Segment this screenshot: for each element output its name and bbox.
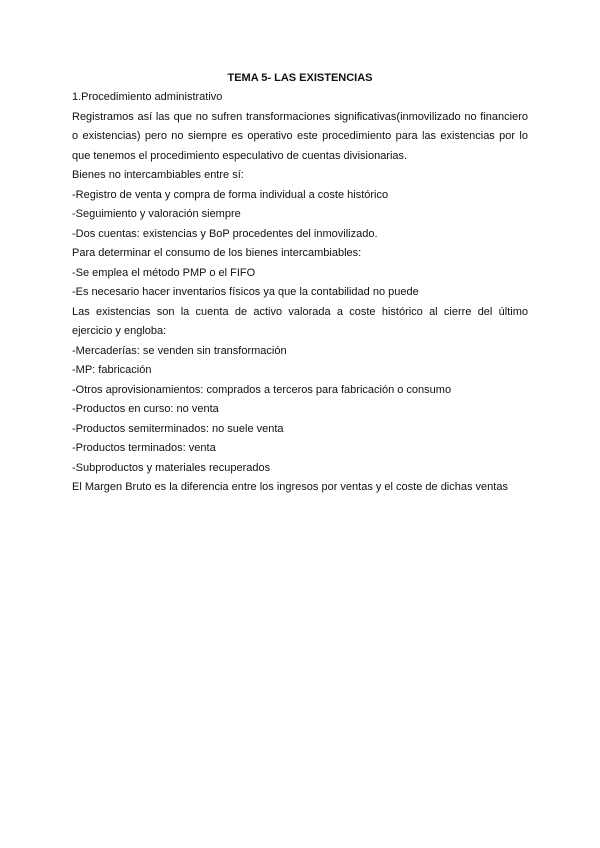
document-body [72, 88, 528, 498]
list-item: -Productos semiterminados: no suele venta [72, 422, 284, 435]
list-item: -Otros aprovisionamientos: comprados a terceros para fabricación o consumo [72, 383, 452, 396]
list-item: -Seguimiento y valoración siempre [72, 208, 241, 220]
paragraph-line: ejercicio y engloba: [72, 325, 167, 337]
section-heading: 1.Procedimiento administrativo [72, 91, 223, 103]
list-item: -Dos cuentas: existencias y BoP procedentes del inmovilizado. [72, 227, 378, 240]
list-item: -Se emplea el método PMP o el FIFO [72, 266, 256, 279]
paragraph-line: o existencias) pero no siempre es operativo este procedimiento para las existencias por lo [72, 130, 528, 142]
paragraph-line: que tenemos el procedimiento especulativo de cuentas divisionarias. [72, 149, 408, 162]
list-item: -Es necesario hacer inventarios físicos ya que la contabilidad no puede [72, 286, 419, 298]
list-item: -Productos en curso: no venta [72, 403, 219, 415]
paragraph-line: Bienes no intercambiables entre sí: [72, 169, 244, 181]
paragraph-line: Registramos así las que no sufren transformaciones significativas(inmovilizado no financiero [72, 110, 528, 123]
paragraph-line: Para determinar el consumo de los bienes intercambiables: [72, 247, 362, 259]
list-item: -Mercaderías: se venden sin transformación [72, 344, 287, 357]
list-item: -Subproductos y materiales recuperados [72, 461, 271, 474]
paragraph-line: El Margen Bruto es la diferencia entre los ingresos por ventas y el coste de dichas ventas [72, 481, 508, 493]
paragraph-line: Las existencias son la cuenta de activo valorada a coste histórico al cierre del último [72, 305, 528, 318]
document-title: TEMA 5- LAS EXISTENCIAS [227, 72, 373, 84]
list-item: -Productos terminados: venta [72, 442, 216, 454]
list-item: -Registro de venta y compra de forma individual a coste histórico [72, 188, 389, 201]
list-item: -MP: fabricación [72, 364, 152, 376]
